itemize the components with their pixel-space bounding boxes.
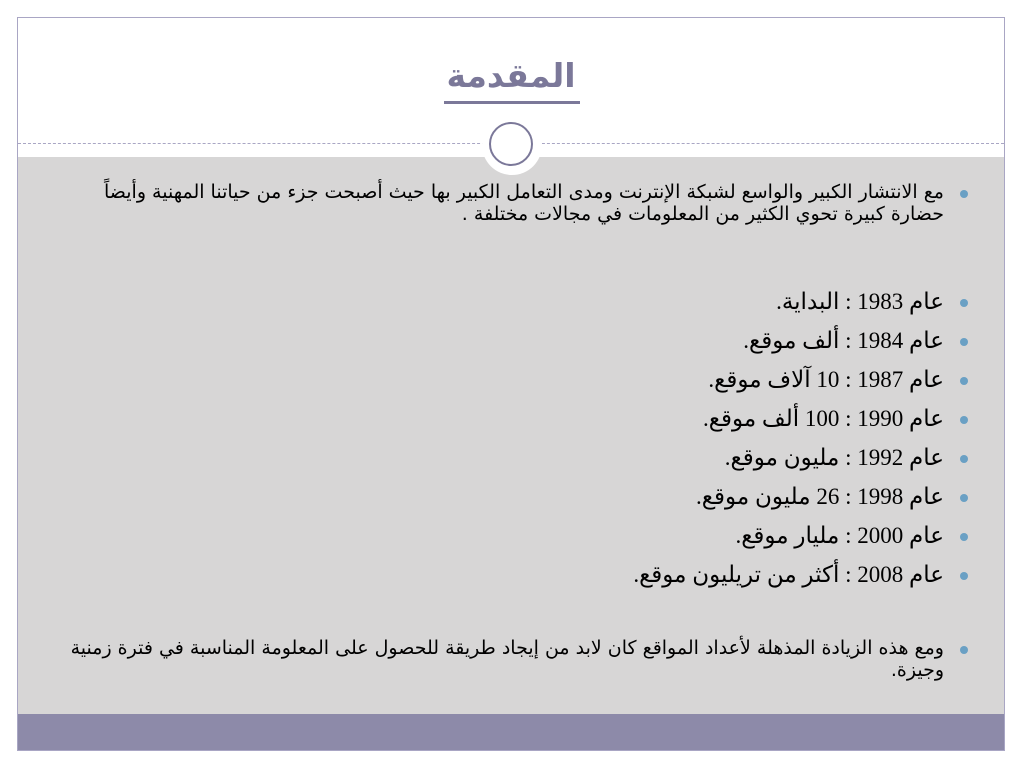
timeline-text: عام 2008 : أكثر من تريليون موقع. — [633, 562, 944, 587]
circle-ring-icon — [489, 122, 533, 166]
list-item-year — [725, 446, 944, 470]
timeline-text: عام 1983 : البداية. — [776, 289, 944, 314]
title-underline — [444, 101, 580, 104]
conclusion-text: ومع هذه الزيادة المذهلة لأعداد المواقع كان لابد من إيجاد طريقة للحصول على المعلومة المناسبة في فترة زمنية وجيزة. — [70, 637, 944, 681]
list-item-year — [696, 485, 944, 509]
bullet-icon — [960, 190, 968, 198]
bullet-icon — [960, 338, 968, 346]
bullet-icon — [960, 416, 968, 424]
bullet-icon — [960, 455, 968, 463]
list-item-year — [735, 524, 944, 548]
bullet-icon — [960, 494, 968, 502]
footer-bar — [18, 714, 1004, 750]
list-item-year — [708, 368, 944, 392]
timeline-text: عام 2000 : مليار موقع. — [735, 523, 944, 548]
intro-text: مع الانتشار الكبير والواسع لشبكة الإنترنت ومدى التعامل الكبير بها حيث أصبحت جزء من حياتنا المهنية وأيضاً حضارة كبيرة تحوي الكثير من المعلومات في مجالات مختلفة . — [104, 181, 944, 225]
bullet-icon — [960, 533, 968, 541]
list-item-conclusion — [54, 637, 944, 681]
slide-title: المقدمة — [446, 56, 576, 95]
bullet-list — [18, 157, 1004, 716]
list-item-year — [776, 290, 944, 314]
list-item-year — [633, 563, 944, 587]
bullet-icon — [960, 646, 968, 654]
timeline-text: عام 1998 : 26 مليون موقع. — [696, 484, 944, 509]
list-item-intro — [54, 181, 944, 225]
list-item-year — [703, 407, 944, 431]
timeline-text: عام 1992 : مليون موقع. — [724, 445, 944, 470]
bullet-icon — [960, 299, 968, 307]
timeline-text: عام 1984 : ألف موقع. — [743, 328, 944, 353]
timeline-text: عام 1987 : 10 آلاف موقع. — [708, 367, 944, 392]
bullet-icon — [960, 377, 968, 385]
content-area — [18, 157, 1004, 716]
timeline-text: عام 1990 : 100 ألف موقع. — [702, 406, 944, 431]
bullet-icon — [960, 572, 968, 580]
list-item-year — [743, 329, 944, 353]
slide — [17, 17, 1005, 751]
